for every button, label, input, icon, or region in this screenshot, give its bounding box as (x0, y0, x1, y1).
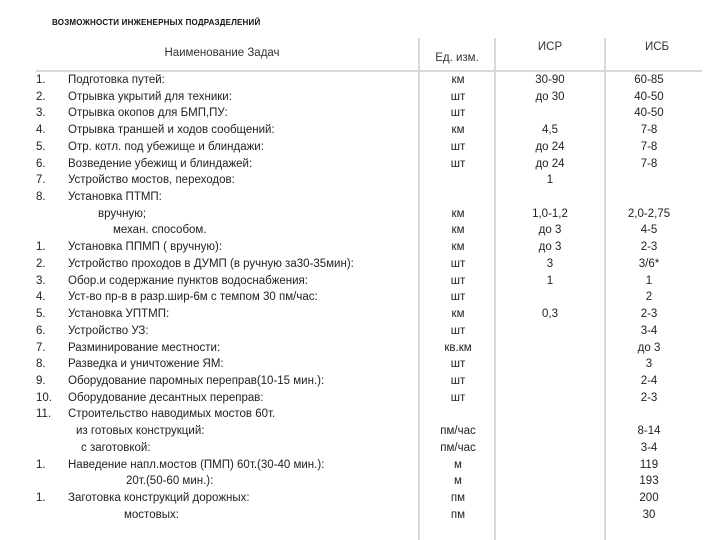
row-number: 2. (36, 257, 46, 270)
isr-value (496, 356, 604, 373)
isr-value: 1 (546, 174, 554, 187)
isr-value: до 24 (535, 140, 565, 153)
isb-value: 2-3 (640, 241, 658, 254)
isr-value: 0,3 (542, 308, 558, 321)
row-number: 6. (36, 157, 46, 170)
row-number: 7. (36, 341, 46, 354)
isr-value (496, 440, 604, 457)
isb-value: 193 (639, 475, 659, 488)
task-name: Установка ППМП ( вручную): (68, 241, 223, 254)
isb-value: 2 (645, 291, 653, 304)
unit-value: м (454, 475, 462, 488)
unit-value: кв.км (444, 341, 472, 354)
row-number: 9. (36, 374, 46, 387)
header-isr: ИСР (537, 41, 563, 53)
task-name: с заготовкой: (81, 441, 151, 454)
isb-value: 40-50 (634, 107, 664, 120)
unit-value: км (451, 207, 465, 220)
isb-value: 30 (642, 508, 656, 521)
isr-value: до 30 (535, 90, 565, 103)
isb-value (596, 189, 702, 206)
unit-value: шт (450, 157, 466, 170)
isb-value: 200 (639, 492, 659, 504)
row-number: 5. (36, 140, 46, 153)
isr-value (496, 340, 604, 357)
isr-value: 1 (546, 274, 554, 287)
unit-value: пм/час (440, 425, 476, 438)
isb-value: 3-4 (640, 441, 658, 454)
task-name: Заготовка конструкций дорожных: (68, 492, 250, 504)
isr-value (496, 473, 604, 490)
row-number: 8. (36, 358, 46, 371)
row-number: 1. (36, 241, 46, 254)
row-number: 11. (36, 408, 52, 421)
row-number: 5. (36, 308, 46, 321)
isb-value: 8-14 (637, 425, 661, 438)
unit-value: шт (450, 90, 466, 103)
row-number (36, 440, 66, 457)
row-number: 4. (36, 124, 46, 137)
isr-value: 4,5 (542, 124, 558, 137)
row-number: 1. (36, 458, 46, 471)
row-number (36, 507, 66, 524)
isb-value: 3 (645, 358, 653, 371)
isb-value: 2-3 (640, 391, 658, 404)
unit-value: пм (450, 492, 466, 504)
row-number: 1. (36, 74, 46, 86)
isr-value: 3 (546, 257, 554, 270)
row-number (36, 423, 66, 440)
task-name: из готовых конструкций: (76, 425, 205, 438)
task-name: механ. способом. (113, 224, 207, 237)
row-number (36, 222, 66, 239)
task-name: Возведение убежищ и блиндажей: (68, 157, 253, 170)
task-name: Отрывка траншей и ходов сообщений: (68, 124, 275, 137)
isr-value (496, 323, 604, 340)
isr-value (496, 289, 604, 306)
row-number (36, 473, 66, 490)
unit-value: шт (450, 374, 466, 387)
isb-value: 60-85 (634, 74, 664, 86)
task-name: Обор.и содержание пунктов водоснабжения: (68, 274, 308, 287)
task-name: Отрывка укрытий для техники: (68, 90, 232, 103)
isb-value (596, 172, 702, 189)
row-number: 3. (36, 107, 46, 120)
row-number: 8. (36, 191, 46, 204)
unit-value: шт (450, 140, 466, 153)
unit-value (420, 172, 496, 189)
isb-value: 40-50 (634, 90, 664, 103)
task-name: Оборудование паромных переправ(10-15 мин.): (68, 374, 325, 387)
unit-value: км (451, 74, 465, 86)
unit-value (420, 189, 496, 206)
task-name: Устройство проходов в ДУМП (в ручную за30-35мин): (68, 257, 354, 270)
isr-value (496, 390, 604, 407)
isr-value (496, 406, 604, 423)
task-name: вручную; (98, 207, 147, 220)
isb-value: 3-4 (640, 324, 658, 337)
task-name: Разминирование местности: (68, 341, 221, 354)
header-task: Наименование Задач (164, 47, 280, 59)
unit-value: шт (450, 257, 466, 270)
task-name: мостовых: (124, 508, 179, 521)
task-name: Оборудование десантных переправ: (68, 391, 264, 404)
row-number: 7. (36, 174, 46, 187)
task-name: Установка УПТМП: (68, 308, 170, 321)
task-name: 20т.(50-60 мин.): (126, 475, 214, 488)
task-name: Устройство мостов, переходов: (68, 174, 235, 187)
row-number: 2. (36, 90, 46, 103)
isr-value (496, 423, 604, 440)
unit-value: км (451, 224, 465, 237)
header-isb: ИСБ (644, 41, 670, 53)
row-number (36, 206, 66, 223)
unit-value: пм/час (440, 441, 476, 454)
isb-value: 4-5 (640, 224, 658, 237)
isr-value: до 3 (538, 241, 562, 254)
isb-value: 2,0-2,75 (627, 207, 671, 220)
unit-value: шт (450, 291, 466, 304)
unit-value (420, 406, 496, 423)
task-name: Установка ПТМП: (68, 191, 162, 204)
isr-value: до 3 (538, 224, 562, 237)
isr-value (496, 105, 604, 122)
header-unit: Ед. изм. (435, 52, 479, 64)
unit-value: шт (450, 274, 466, 287)
task-name: Устройство УЗ: (68, 324, 149, 337)
isr-value (496, 189, 604, 206)
isb-value: 119 (639, 458, 659, 471)
unit-value: шт (450, 358, 466, 371)
isb-value: 3/6* (638, 257, 660, 270)
row-number: 1. (36, 492, 46, 504)
isb-value: 2-3 (640, 308, 658, 321)
isr-value (496, 507, 604, 524)
unit-value: м (454, 458, 462, 471)
row-number: 6. (36, 324, 46, 337)
isb-value: до 3 (637, 341, 661, 354)
isr-value: до 24 (535, 157, 565, 170)
unit-value: км (451, 241, 465, 254)
unit-value: км (451, 124, 465, 137)
task-name: Строительство наводимых мостов 60т. (68, 408, 276, 421)
unit-value: шт (450, 107, 466, 120)
isb-value: 7-8 (640, 140, 658, 153)
isb-value: 1 (645, 274, 653, 287)
unit-value: пм (450, 508, 466, 521)
row-number: 4. (36, 291, 46, 304)
page-title: ВОЗМОЖНОСТИ ИНЖЕНЕРНЫХ ПОДРАЗДЕЛЕНИЙ (52, 18, 261, 27)
task-name: Наведение напл.мостов (ПМП) 60т.(30-40 мин.): (68, 458, 325, 471)
isb-value (596, 406, 702, 423)
unit-value: шт (450, 324, 466, 337)
isr-value: 1,0-1,2 (532, 207, 568, 220)
task-name: Уст-во пр-в в разр.шир-6м с темпом 30 пм/час: (68, 291, 318, 304)
task-name: Подготовка путей: (68, 74, 165, 86)
row-number: 10. (36, 391, 52, 404)
isr-value (496, 457, 604, 474)
isb-value: 7-8 (640, 124, 658, 137)
isr-value (496, 373, 604, 390)
task-name: Отрывка окопов для БМП,ПУ: (68, 107, 228, 120)
unit-value: шт (450, 391, 466, 404)
task-name: Отр. котл. под убежище и блиндажи: (68, 140, 264, 153)
isr-value (496, 490, 604, 507)
isb-value: 2-4 (640, 374, 658, 387)
isr-value: 30-90 (535, 74, 565, 86)
isb-value: 7-8 (640, 157, 658, 170)
row-number: 3. (36, 274, 46, 287)
task-name: Разведка и уничтожение ЯМ: (68, 358, 224, 371)
unit-value: км (451, 308, 465, 321)
